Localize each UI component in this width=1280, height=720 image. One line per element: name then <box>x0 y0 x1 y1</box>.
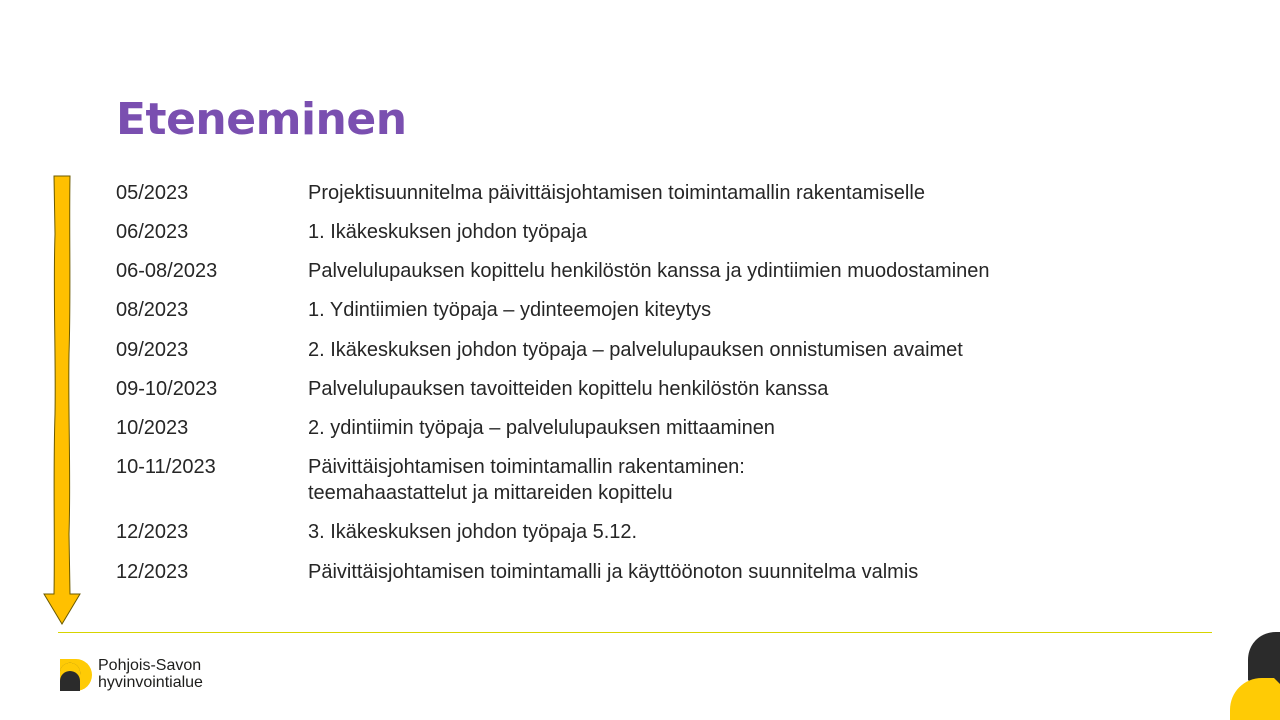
timeline-text: Päivittäisjohtamisen toimintamallin rakentaminen: <box>308 456 745 478</box>
timeline-item <box>116 415 1188 441</box>
timeline-item <box>116 297 1188 323</box>
footer-divider <box>58 632 1212 633</box>
timeline-item <box>116 180 1188 206</box>
timeline-date: 12/2023 <box>116 561 189 583</box>
logo-line-2: hyvinvointialue <box>98 674 203 691</box>
timeline-item <box>116 219 1188 245</box>
timeline-date: 12/2023 <box>116 521 189 543</box>
timeline-date: 06/2023 <box>116 221 189 243</box>
timeline-item <box>116 454 1188 506</box>
timeline-item <box>116 519 1188 545</box>
timeline-text: Projektisuunnitelma päivittäisjohtamisen toimintamallin rakentamiselle <box>308 182 925 204</box>
timeline-text-continued: teemahaastattelut ja mittareiden kopittelu <box>308 482 673 504</box>
timeline-date: 08/2023 <box>116 299 189 321</box>
timeline-date: 09-10/2023 <box>116 378 218 400</box>
timeline-text-block <box>308 454 1188 506</box>
timeline-text: Päivittäisjohtamisen toimintamalli ja käyttöönoton suunnitelma valmis <box>308 561 919 583</box>
timeline-date: 10-11/2023 <box>116 456 216 478</box>
down-arrow-icon <box>42 174 82 630</box>
timeline-date: 09/2023 <box>116 339 189 361</box>
timeline-text: 2. ydintiimin työpaja – palvelulupauksen mittaaminen <box>308 417 775 439</box>
timeline-text: 2. Ikäkeskuksen johdon työpaja – palvelulupauksen onnistumisen avaimet <box>308 339 963 361</box>
timeline-item <box>116 337 1188 363</box>
timeline-item <box>116 559 1188 585</box>
timeline-text: 3. Ikäkeskuksen johdon työpaja 5.12. <box>308 521 638 543</box>
timeline-item <box>116 258 1188 284</box>
logo-text <box>98 657 203 691</box>
timeline-text: 1. Ydintiimien työpaja – ydinteemojen kiteytys <box>308 299 712 321</box>
timeline-date: 05/2023 <box>116 182 189 204</box>
timeline-text: Palvelulupauksen kopittelu henkilöstön kanssa ja ydintiimien muodostaminen <box>308 260 990 282</box>
timeline-date: 10/2023 <box>116 417 189 439</box>
corner-decoration-icon <box>1190 630 1280 720</box>
timeline-item <box>116 376 1188 402</box>
slide-title: Eteneminen <box>116 94 407 145</box>
timeline-text: Palvelulupauksen tavoitteiden kopittelu henkilöstön kanssa <box>308 378 829 400</box>
logo-line-1: Pohjois-Savon <box>98 657 202 674</box>
pohjois-savon-logo-icon <box>58 657 94 693</box>
organization-logo <box>58 657 203 693</box>
timeline-text: 1. Ikäkeskuksen johdon työpaja <box>308 221 588 243</box>
timeline-date: 06-08/2023 <box>116 260 218 282</box>
